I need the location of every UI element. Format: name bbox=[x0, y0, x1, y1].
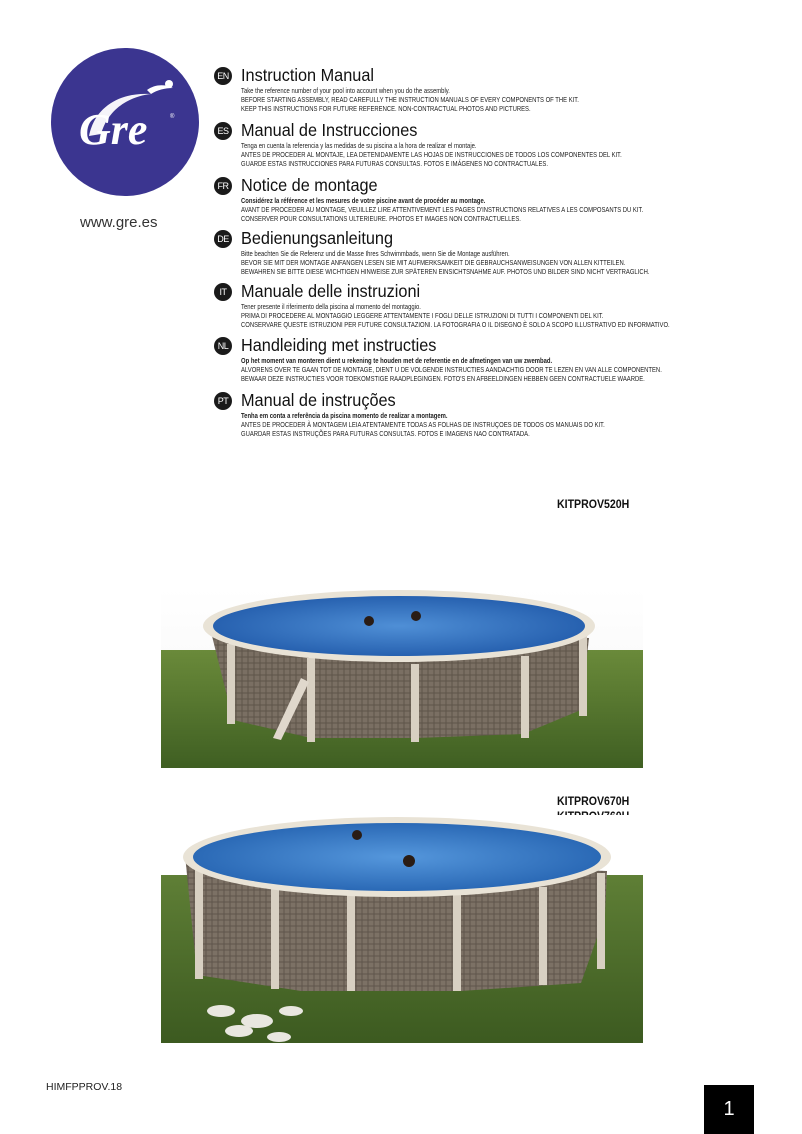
section-note-pt: Tenha em conta a referência da piscina momento de realizar a montagem. bbox=[241, 411, 448, 420]
section-note-es: Tenga en cuenta la referencia y las medidas de su piscina a la hora de realizar el montaje. bbox=[241, 141, 477, 150]
section-line-de: BEWAHREN SIE BITTE DIESE WICHTIGEN HINWEISE ZUR SPÄTEREN EINSICHTSNAHME AUF. PHOTOS UND BILDER SIND NICHT VERTRAGLICH. bbox=[241, 267, 650, 276]
model-label-kitprov520h: KITPROV520H bbox=[557, 499, 630, 511]
section-note-en: Take the reference number of your pool into account when you do the assembly. bbox=[241, 86, 450, 95]
lang-badge-de: DE bbox=[214, 230, 232, 248]
section-title-es: Manual de Instrucciones bbox=[241, 120, 418, 140]
section-line-en: BEFORE STARTING ASSEMBLY, READ CAREFULLY THE INSTRUCTION MANUALS OF EVERY COMPONENTS OF THE KIT. bbox=[241, 95, 579, 104]
lang-badge-es: ES bbox=[214, 122, 232, 140]
pool-photo-large-oval bbox=[161, 815, 643, 1043]
section-title-de: Bedienungsanleitung bbox=[241, 228, 394, 248]
section-title-fr: Notice de montage bbox=[241, 175, 378, 195]
section-de bbox=[214, 227, 774, 280]
section-line-it: PRIMA DI PROCEDERE AL MONTAGGIO LEGGERE ATTENTAMENTE I FOGLI DELLE ISTRUZIONI DI TUTTI I COMPONENTI DEL KIT. bbox=[241, 311, 604, 320]
section-line-en: KEEP THIS INSTRUCTIONS FOR FUTURE REFERENCE. NON-CONTRACTUAL PHOTOS AND PICTURES. bbox=[241, 104, 531, 113]
section-title-en: Instruction Manual bbox=[241, 65, 374, 85]
section-line-pt: ANTES DE PROCEDER À MONTAGEM LEIA ATENTAMENTE TODAS AS FOLHAS DE INSTRUÇOES DE TODOS OS MANUAIS DO KIT. bbox=[241, 420, 605, 429]
svg-text:®: ® bbox=[170, 114, 175, 120]
pool-photo-oval bbox=[161, 588, 643, 768]
section-note-fr: Considérez la référence et les mesures de votre piscine avant de procéder au montage. bbox=[241, 196, 486, 205]
section-it bbox=[214, 280, 774, 334]
section-pt bbox=[214, 389, 774, 443]
section-nl bbox=[214, 334, 774, 389]
section-line-fr: CONSERVER POUR CONSULTATIONS ULTERIEURE. PHOTOS ET IMAGES NON CONTRACTUELLES. bbox=[241, 214, 521, 223]
lang-badge-fr: FR bbox=[214, 177, 232, 195]
section-fr bbox=[214, 174, 774, 227]
section-line-fr: AVANT DE PROCEDER AU MONTAGE, VEUILLEZ LIRE ATTENTIVEMENT LES PAGES D'INSTRUCTIONS RELATIVES A LES COMPOSANTS DU KIT. bbox=[241, 205, 644, 214]
instruction-sections bbox=[214, 64, 774, 443]
document-code: HIMFPPROV.18 bbox=[46, 1081, 123, 1093]
model-label-kitprov670h: KITPROV670H bbox=[557, 796, 630, 808]
section-title-pt: Manual de instruções bbox=[241, 390, 396, 410]
section-line-de: BEVOR SIE MIT DER MONTAGE ANFANGEN LESEN SIE MIT AUFMERKSAMKEIT DIE GEBRAUCHSANWEISUNGEN VON ALLEN KITTEILEN. bbox=[241, 258, 626, 267]
page-number: 1 bbox=[704, 1085, 754, 1134]
section-line-es: GUARDE ESTAS INSTRUCCIONES PARA FUTURAS CONSULTAS. FOTOS E IMÁGENES NO CONTRACTUALES. bbox=[241, 159, 548, 168]
section-note-it: Tener presente il riferimento della piscina al momento del montaggio. bbox=[241, 302, 421, 311]
gre-logo bbox=[51, 48, 199, 196]
section-es bbox=[214, 119, 774, 174]
website-url[interactable]: www.gre.es bbox=[80, 214, 158, 231]
section-line-es: ANTES DE PROCEDER AL MONTAJE, LEA DETENIDAMENTE LAS HOJAS DE INSTRUCCIONES DE TODOS LOS COMPONENTES DEL KIT. bbox=[241, 150, 622, 159]
lang-badge-en: EN bbox=[214, 67, 232, 85]
section-note-nl: Op het moment van monteren dient u rekening te houden met de referentie en de afmetingen van uw zwembad. bbox=[241, 356, 553, 365]
gre-logo-swimmer-icon bbox=[51, 48, 199, 196]
section-line-nl: ALVORENS OVER TE GAAN TOT DE MONTAGE, DIENT U DE VOLGENDE INSTRUCTIES AANDACHTIG DOOR TE LEZEN EN VAN ALLE COMPONENTEN. bbox=[241, 365, 662, 374]
lang-badge-it: IT bbox=[214, 283, 232, 301]
section-en bbox=[214, 64, 774, 119]
section-title-nl: Handleiding met instructies bbox=[241, 335, 437, 355]
section-line-nl: BEWAAR DEZE INSTRUCTIES VOOR TOEKOMSTIGE RAADPLEGINGEN. FOTO'S EN AFBEELDINGEN HEBBEN GEEN CONTRACTUELE WAARDE. bbox=[241, 374, 645, 383]
section-note-de: Bitte beachten Sie die Referenz und die Masse Ihres Schwimmbads, wenn Sie die Montage ausführen. bbox=[241, 249, 510, 258]
section-line-it: CONSERVARE QUESTE ISTRUZIONI PER FUTURE CONSULTAZIONI. LA FOTOGRAFIA O IL DISEGNO È SOLO A SCOPO ILLUSTRATIVO ED INFORMATIVO. bbox=[241, 320, 670, 329]
lang-badge-nl: NL bbox=[214, 337, 232, 355]
logo-wordmark: Gre bbox=[79, 105, 148, 154]
section-title-it: Manuale delle instruzioni bbox=[241, 281, 421, 301]
section-line-pt: GUARDAR ESTAS INSTRUÇÕES PARA FUTURAS CONSULTAS. FOTOS E IMAGENS NAO CONTRATADA. bbox=[241, 429, 530, 438]
lang-badge-pt: PT bbox=[214, 392, 232, 410]
